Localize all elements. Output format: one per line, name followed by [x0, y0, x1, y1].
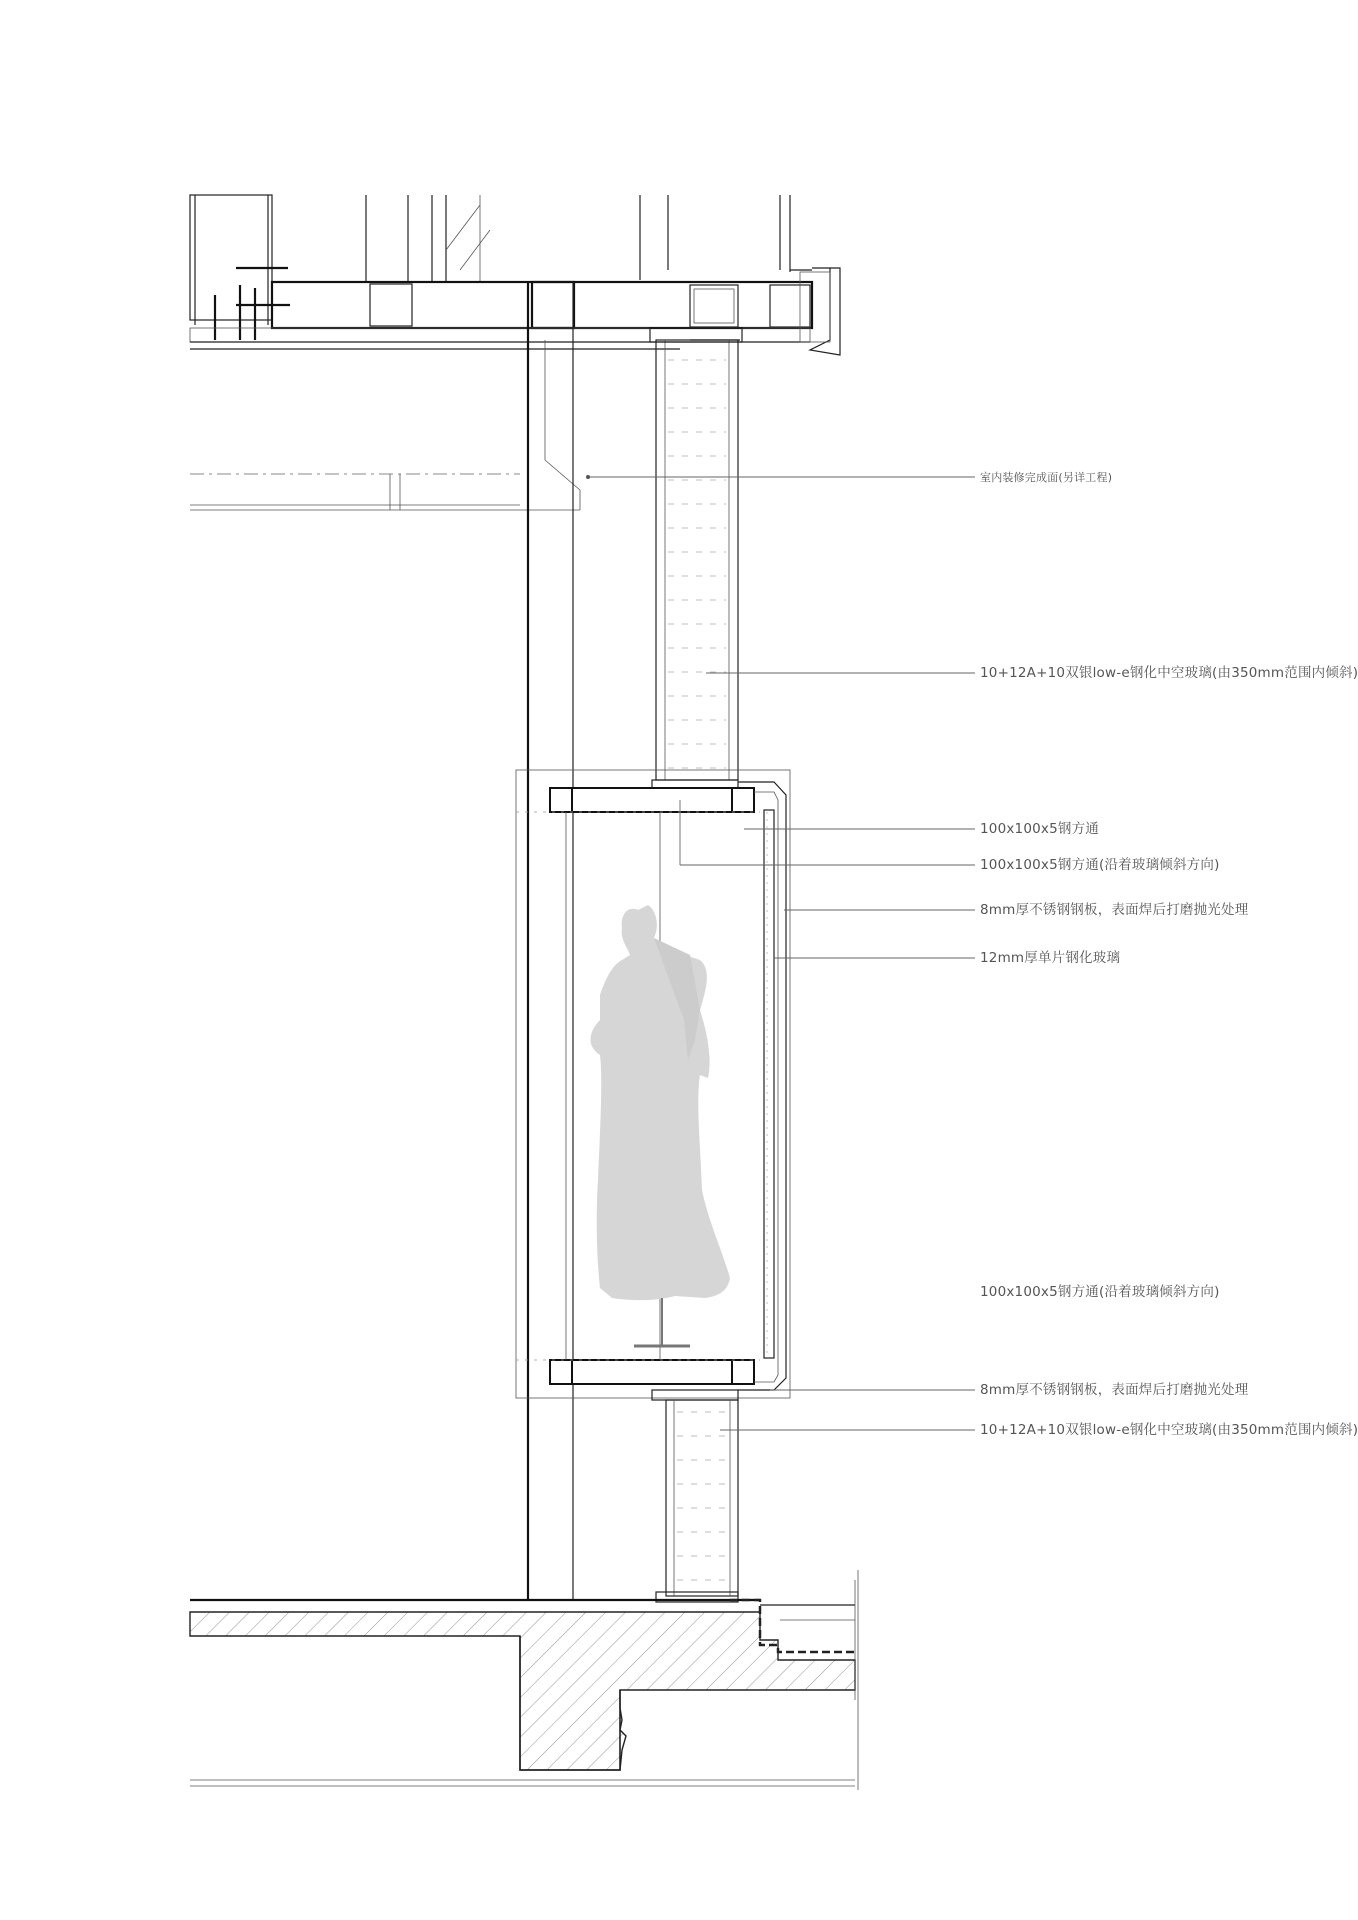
lower-insulated-glass: [652, 1390, 738, 1602]
annotation-steel-tube-1: 100x100x5钢方通: [980, 821, 1100, 837]
annotation-stainless-plate-top: 8mm厚不锈钢钢板，表面焊后打磨抛光处理: [980, 902, 1249, 918]
annotation-upper-glass: 10+12A+10双银low-e钢化中空玻璃(由350mm范围内倾斜): [980, 665, 1358, 681]
annotation-tempered-glass: 12mm厚单片钢化玻璃: [980, 950, 1121, 966]
annotations: [980, 470, 1358, 1438]
annotation-lower-glass: 10+12A+10双银low-e钢化中空玻璃(由350mm范围内倾斜): [980, 1422, 1358, 1438]
interior-ceiling: [190, 340, 580, 510]
annotation-stainless-plate-bottom: 8mm厚不锈钢钢板，表面焊后打磨抛光处理: [980, 1382, 1249, 1398]
annotation-steel-tube-2: 100x100x5钢方通(沿着玻璃倾斜方向): [980, 857, 1220, 873]
mannequin-figure: [591, 905, 730, 1346]
annotation-interior-finish: 室内装修完成面(另详工程): [980, 471, 1113, 484]
annotation-steel-tube-3: 100x100x5钢方通(沿着玻璃倾斜方向): [980, 1284, 1220, 1300]
floor-slab: [190, 1570, 858, 1790]
upper-insulated-glass: [650, 328, 742, 790]
